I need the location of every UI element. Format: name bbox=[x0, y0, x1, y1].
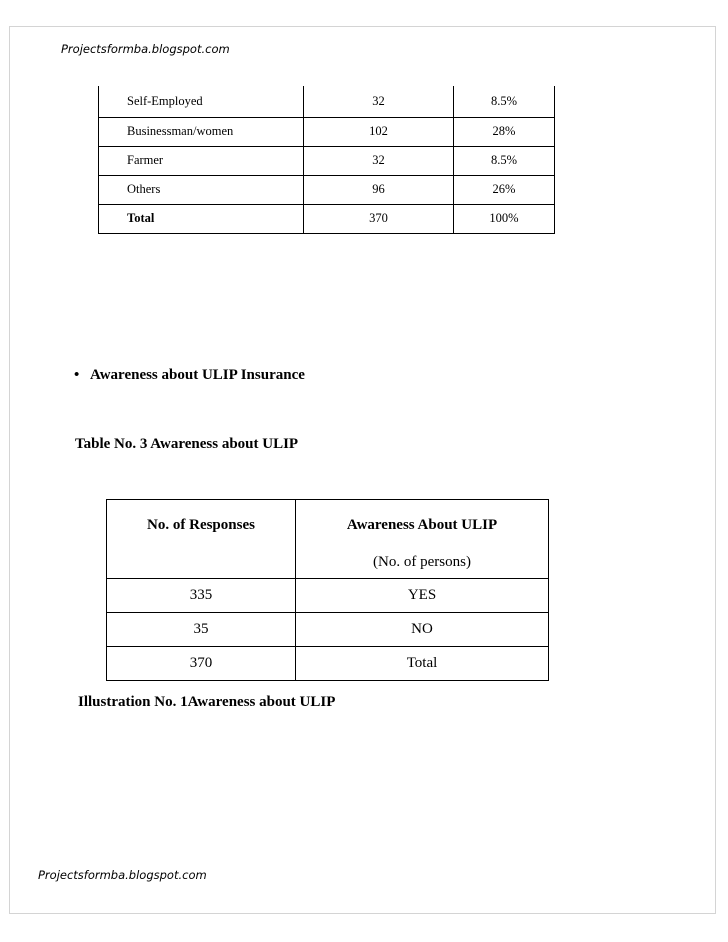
header-responses-label: No. of Responses bbox=[147, 517, 255, 533]
awareness-table bbox=[106, 499, 549, 681]
occupation-label: Businessman/women bbox=[99, 117, 304, 146]
table-row bbox=[99, 175, 555, 204]
occupation-label: Self-Employed bbox=[99, 86, 304, 117]
occupation-count: 96 bbox=[304, 175, 454, 204]
occupation-count: 32 bbox=[304, 146, 454, 175]
occupation-percent: 26% bbox=[454, 175, 555, 204]
header-awareness-sublabel: (No. of persons) bbox=[373, 554, 471, 570]
table-row bbox=[99, 146, 555, 175]
occupation-count: 32 bbox=[304, 86, 454, 117]
table-row bbox=[99, 117, 555, 146]
occupation-table bbox=[98, 86, 555, 234]
occupation-count: 102 bbox=[304, 117, 454, 146]
header-watermark: Projectsformba.blogspot.com bbox=[61, 42, 230, 56]
table-row bbox=[99, 86, 555, 117]
responses-cell: 35 bbox=[107, 613, 296, 647]
table-caption: Table No. 3 Awareness about ULIP bbox=[75, 436, 299, 452]
table-row bbox=[107, 579, 549, 613]
occupation-percent: 100% bbox=[454, 204, 555, 233]
awareness-cell: Total bbox=[296, 647, 549, 681]
table-row bbox=[107, 613, 549, 647]
occupation-label: Total bbox=[99, 204, 304, 233]
section-heading-text: Awareness about ULIP Insurance bbox=[90, 367, 305, 383]
occupation-count: 370 bbox=[304, 204, 454, 233]
table-header-row bbox=[107, 500, 549, 579]
header-awareness bbox=[296, 500, 549, 579]
occupation-label: Farmer bbox=[99, 146, 304, 175]
occupation-label: Others bbox=[99, 175, 304, 204]
footer-watermark: Projectsformba.blogspot.com bbox=[38, 868, 207, 882]
occupation-percent: 28% bbox=[454, 117, 555, 146]
illustration-caption: Illustration No. 1Awareness about ULIP bbox=[78, 694, 336, 710]
occupation-percent: 8.5% bbox=[454, 86, 555, 117]
responses-cell: 335 bbox=[107, 579, 296, 613]
bullet-icon: • bbox=[74, 367, 80, 383]
section-heading bbox=[74, 367, 305, 384]
table-row-total bbox=[99, 204, 555, 233]
responses-cell: 370 bbox=[107, 647, 296, 681]
header-awareness-label: Awareness About ULIP bbox=[346, 517, 498, 533]
awareness-cell: YES bbox=[296, 579, 549, 613]
occupation-percent: 8.5% bbox=[454, 146, 555, 175]
header-responses bbox=[107, 500, 296, 579]
table-row-total bbox=[107, 647, 549, 681]
awareness-cell: NO bbox=[296, 613, 549, 647]
